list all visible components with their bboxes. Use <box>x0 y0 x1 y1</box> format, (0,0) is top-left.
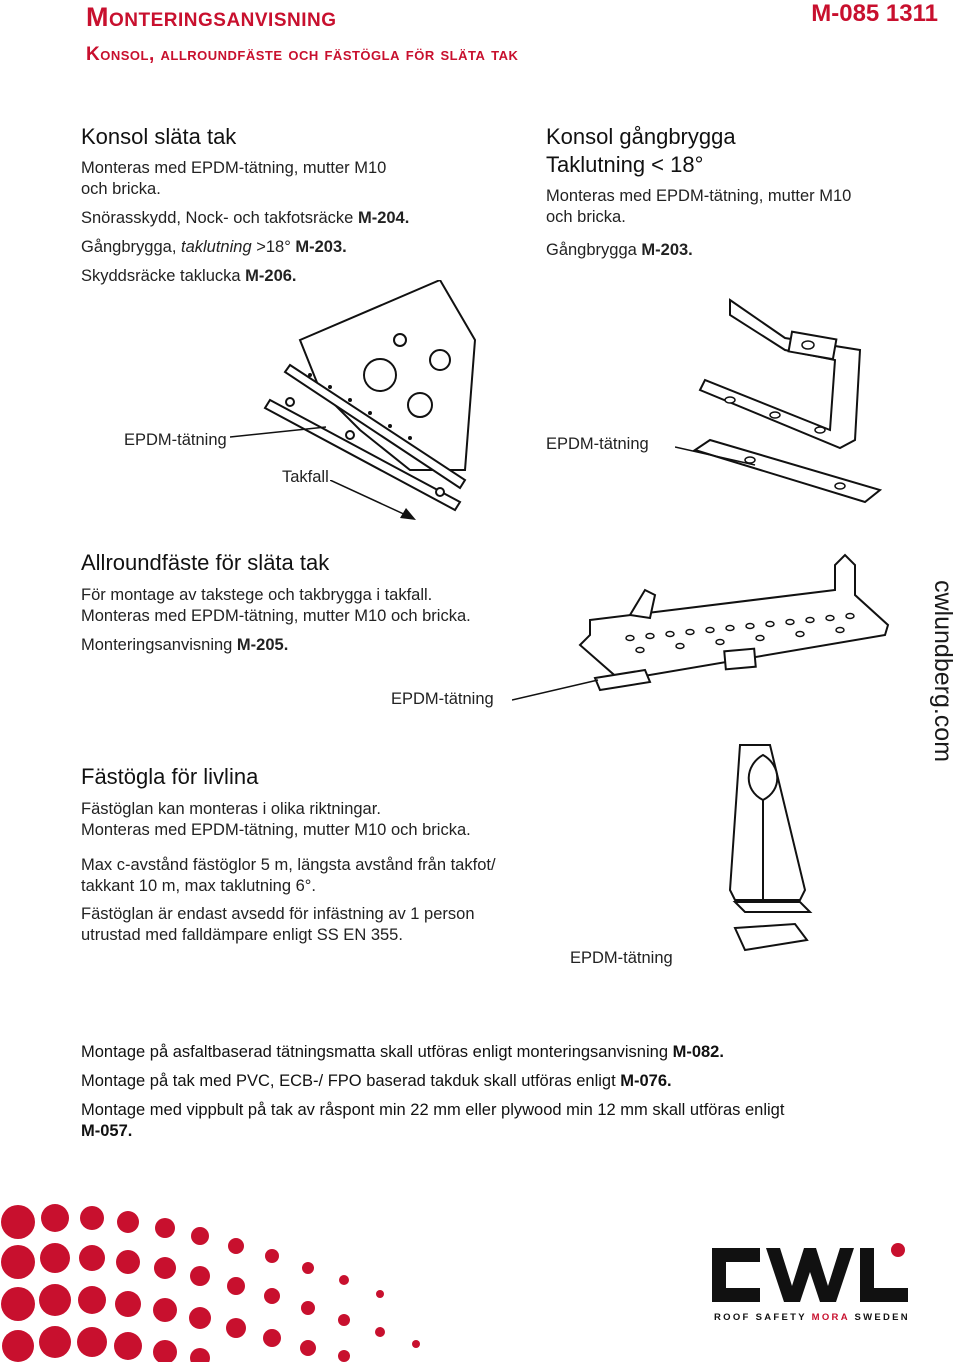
ref-m206: M-206. <box>245 267 297 285</box>
document-number: M-085 1311 <box>811 0 938 27</box>
konsol-gangbrygga-epdm-leader <box>675 445 765 470</box>
allroundfaste-section <box>81 550 561 656</box>
konsol-slata-section <box>81 124 521 287</box>
fastogla-line5: Fästöglan är endast avsedd för infästning av 1 person <box>81 905 475 923</box>
konsol-gangbrygga-line3-text: Gångbrygga <box>546 241 642 259</box>
ref-m203-b: M-203. <box>641 241 693 259</box>
ref-m082: M-082. <box>672 1043 724 1061</box>
cwl-logo-mark <box>712 1242 912 1308</box>
allroundfaste-line3-text: Monteringsanvisning <box>81 636 237 654</box>
konsol-slata-line4-b: >18° <box>251 238 296 256</box>
ref-m076: M-076. <box>620 1072 672 1090</box>
fastogla-line2: Monteras med EPDM-tätning, mutter M10 och bricka. <box>81 821 471 839</box>
konsol-slata-line3-text: Snörasskydd, Nock- och takfotsräcke <box>81 209 358 227</box>
allroundfaste-epdm-label: EPDM-tätning <box>391 690 494 708</box>
fastogla-illustration <box>715 740 815 955</box>
allroundfaste-line3 <box>81 635 561 656</box>
fastogla-line1: Fästöglan kan monteras i olika riktningar. <box>81 800 381 818</box>
note-vippbult <box>81 1100 881 1142</box>
cwl-tagline <box>714 1312 910 1323</box>
ref-m057: M-057. <box>81 1122 133 1140</box>
side-website <box>905 580 960 763</box>
fastogla-line3: Max c-avstånd fästöglor 5 m, längsta avstånd från takfot/ <box>81 856 496 874</box>
konsol-gangbrygga-epdm-label: EPDM-tätning <box>546 435 649 453</box>
cwl-tagline-mora: MORA <box>811 1312 850 1323</box>
ref-m203: M-203. <box>295 238 347 256</box>
konsol-gangbrygga-heading1: Konsol gångbrygga <box>546 124 736 149</box>
takfall-label: Takfall <box>282 468 329 486</box>
side-website-text: cwlundberg.com <box>929 580 957 763</box>
konsol-gangbrygga-section <box>546 124 946 261</box>
konsol-gangbrygga-heading2: Taklutning < 18° <box>546 152 704 177</box>
konsol-slata-line5-text: Skyddsräcke taklucka <box>81 267 246 285</box>
konsol-gangbrygga-line1: Monteras med EPDM-tätning, mutter M10 <box>546 187 852 205</box>
note-asfalt-text: Montage på asfaltbaserad tätningsmatta skall utföras enligt monteringsanvisning <box>81 1043 673 1061</box>
fastogla-line6: utrustad med falldämpare enligt SS EN 355. <box>81 926 403 944</box>
konsol-gangbrygga-line3 <box>546 240 946 261</box>
allroundfaste-epdm-leader <box>512 678 602 703</box>
konsol-slata-line4-italic: taklutning <box>180 238 252 256</box>
page-subtitle: Konsol, allroundfäste och fästögla för släta tak <box>86 44 519 65</box>
fastogla-heading: Fästögla för livlina <box>81 764 259 789</box>
konsol-slata-line2: och bricka. <box>81 180 161 198</box>
konsol-gangbrygga-line2: och bricka. <box>546 208 626 226</box>
fastogla-epdm-label: EPDM-tätning <box>570 949 673 967</box>
note-vippbult-text: Montage med vippbult på tak av råspont min 22 mm eller plywood min 12 mm skall utföras enligt <box>81 1101 785 1119</box>
note-pvc <box>81 1071 881 1092</box>
takfall-arrow <box>330 480 420 525</box>
cwl-tagline-a: ROOF SAFETY <box>714 1312 812 1323</box>
note-pvc-text: Montage på tak med PVC, ECB-/ FPO baserad takduk skall utföras enligt <box>81 1072 621 1090</box>
konsol-slata-line1: Monteras med EPDM-tätning, mutter M10 <box>81 159 387 177</box>
fastogla-line4: takkant 10 m, max taklutning 6°. <box>81 877 316 895</box>
allroundfaste-line1: För montage av takstege och takbrygga i takfall. <box>81 586 433 604</box>
red-dots-decoration <box>0 1200 560 1362</box>
cwl-logo <box>712 1242 912 1327</box>
fastogla-section <box>81 764 561 946</box>
konsol-slata-line3 <box>81 208 521 229</box>
konsol-slata-heading: Konsol släta tak <box>81 124 237 149</box>
allroundfaste-line2: Monteras med EPDM-tätning, mutter M10 och bricka. <box>81 607 471 625</box>
konsol-slata-epdm-label: EPDM-tätning <box>124 431 227 449</box>
konsol-slata-line4-a: Gångbrygga, <box>81 238 181 256</box>
ref-m205: M-205. <box>236 636 289 654</box>
page-title: Monteringsanvisning <box>86 2 337 32</box>
cwl-tagline-c: SWEDEN <box>849 1312 910 1323</box>
konsol-slata-line4 <box>81 237 521 258</box>
allroundfaste-heading: Allroundfäste för släta tak <box>81 550 330 575</box>
konsol-gangbrygga-illustration <box>690 290 890 510</box>
ref-m204: M-204. <box>357 209 410 227</box>
note-asfalt <box>81 1042 881 1063</box>
konsol-slata-epdm-leader <box>230 425 330 445</box>
